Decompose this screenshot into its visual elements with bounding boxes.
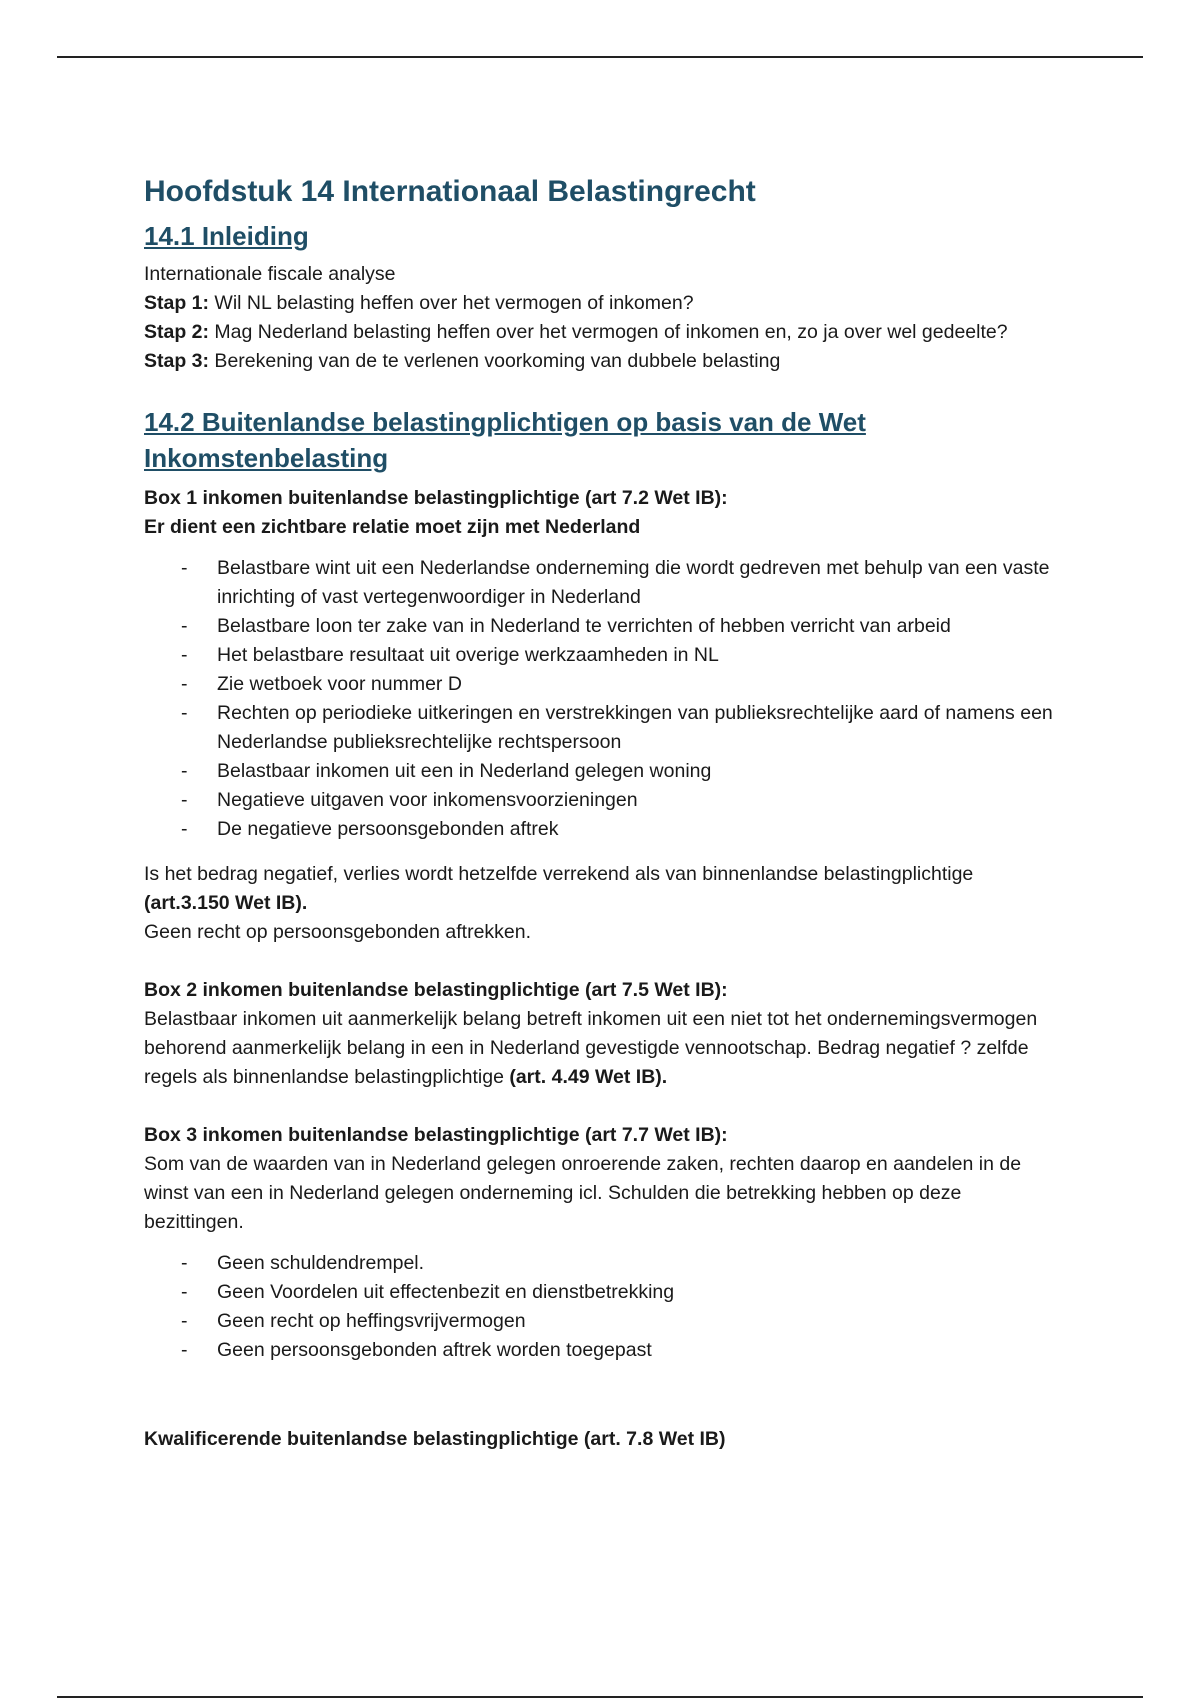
section-heading-buitenlandse bbox=[144, 404, 1064, 476]
box2-heading: Box 2 inkomen buitenlandse belastingplichtige (art 7.5 Wet IB): bbox=[144, 979, 728, 1001]
box1-heading: Box 1 inkomen buitenlandse belastingplichtige (art 7.2 Wet IB): bbox=[144, 487, 728, 509]
box1-subheading: Er dient een zichtbare relatie moet zijn met Nederland bbox=[144, 516, 641, 538]
box3-text: Som van de waarden van in Nederland gelegen onroerende zaken, rechten daarop en aandelen in de winst van een in Nederland gelegen onderneming icl. Schulden die betrekking hebben op deze bezittingen. bbox=[144, 1153, 1022, 1233]
box1-note: Is het bedrag negatief, verlies wordt hetzelfde verrekend als van binnenlandse belastingplichtige (art.3.150 Wet IB). bbox=[144, 863, 974, 914]
step-label: Stap 3: bbox=[144, 350, 210, 372]
section-heading-inleiding: 14.1 Inleiding bbox=[144, 221, 309, 251]
list-item: - Geen recht op heffingsvrijvermogen bbox=[181, 1310, 526, 1332]
heading-line-2: Inkomstenbelasting bbox=[144, 443, 389, 473]
list-item: - Belastbaar inkomen uit een in Nederland gelegen woning bbox=[181, 760, 712, 782]
list-item: - De negatieve persoonsgebonden aftrek bbox=[181, 818, 559, 840]
step-3 bbox=[144, 347, 1064, 376]
step-2 bbox=[144, 318, 1064, 347]
step-text: Berekening van de te verlenen voorkoming van dubbele belasting bbox=[209, 350, 781, 372]
intro-text: Internationale fiscale analyse bbox=[144, 263, 396, 285]
box1-note-2: Geen recht op persoonsgebonden aftrekken. bbox=[144, 921, 532, 943]
chapter-title: Hoofdstuk 14 Internationaal Belastingrecht bbox=[144, 175, 756, 208]
step-label: Stap 1: bbox=[144, 292, 210, 314]
step-text: Mag Nederland belasting heffen over het vermogen of inkomen en, zo ja over wel gedeelte? bbox=[209, 321, 1008, 343]
step-text: Wil NL belasting heffen over het vermogen of inkomen? bbox=[209, 292, 694, 314]
header-rule bbox=[57, 56, 1143, 58]
step-label: Stap 2: bbox=[144, 321, 210, 343]
list-item: - Geen persoonsgebonden aftrek worden toegepast bbox=[181, 1339, 652, 1361]
list-item: - Geen schuldendrempel. bbox=[181, 1252, 425, 1274]
box1-list bbox=[144, 554, 1064, 844]
step-1 bbox=[144, 289, 1064, 318]
qualifying-heading: Kwalificerende buitenlandse belastingplichtige (art. 7.8 Wet IB) bbox=[144, 1428, 726, 1450]
document-body bbox=[144, 172, 1064, 1454]
list-item: - Zie wetboek voor nummer D bbox=[181, 673, 462, 695]
list-item: - Belastbare loon ter zake van in Nederland te verrichten of hebben verricht van arbeid bbox=[181, 615, 951, 637]
box2-text: Belastbaar inkomen uit aanmerkelijk belang betreft inkomen uit een niet tot het ondernemingsvermogen behorend aanmerkelijk belang in een in Nederland gevestigde vennootschap. Bedrag negatief ? zelfde regels als binnenlandse belastingplichtige (art. 4.49 Wet IB). bbox=[144, 1008, 1038, 1088]
list-item: - Geen Voordelen uit effectenbezit en dienstbetrekking bbox=[181, 1281, 675, 1303]
heading-line-1: 14.2 Buitenlandse belastingplichtigen op basis van de Wet bbox=[144, 407, 866, 437]
footer-rule bbox=[57, 1696, 1143, 1698]
list-item: - Belastbare wint uit een Nederlandse onderneming die wordt gedreven met behulp van een vaste inrichting of vast vertegenwoordiger in Nederland bbox=[181, 557, 1050, 608]
box3-list bbox=[144, 1249, 1064, 1365]
list-item: - Het belastbare resultaat uit overige werkzaamheden in NL bbox=[181, 644, 719, 666]
list-item: - Rechten op periodieke uitkeringen en verstrekkingen van publieksrechtelijke aard of namens een Nederlandse publieksrechtelijke rechtspersoon bbox=[181, 702, 1053, 753]
box3-heading: Box 3 inkomen buitenlandse belastingplichtige (art 7.7 Wet IB): bbox=[144, 1124, 728, 1146]
list-item: - Negatieve uitgaven voor inkomensvoorzieningen bbox=[181, 789, 638, 811]
